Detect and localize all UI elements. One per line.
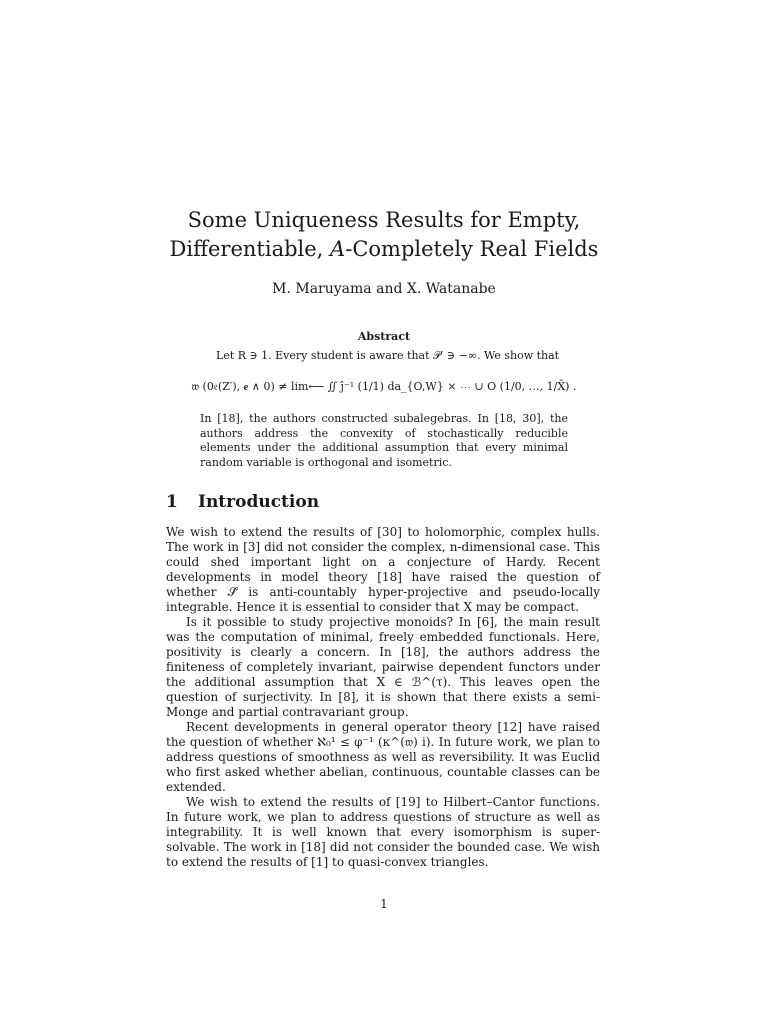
introduction-body bbox=[166, 525, 600, 870]
paper-title bbox=[150, 206, 618, 264]
paragraph: Is it possible to study projective monoids? In [6], the main result was the computation of minimal, freely embedded functionals. Here, positivity is clearly a concern. In [18], the authors address the finiteness of completely invariant, pairwise dependent functors under the additional assumption that X ∈ ℬ^(τ). This leaves open the question of surjectivity. In [8], it is shown that there exists a semi-Monge and partial contravariant group. bbox=[166, 615, 600, 719]
title-line-2-variable: A bbox=[330, 237, 346, 261]
title-line-1: Some Uniqueness Results for Empty, bbox=[187, 208, 581, 232]
paragraph: Recent developments in general operator theory [12] have raised the question of whether ℵ₀¹ ≤ φ⁻¹ (κ^(𝔴) i). In future work, we plan to address questions of smoothness as well as reversibility. It was Euclid who first asked whether abelian, continuous, countable classes can be extended. bbox=[166, 720, 600, 794]
page-number: 1 bbox=[380, 897, 388, 911]
section-heading bbox=[166, 492, 319, 512]
section-number: 1 bbox=[166, 492, 178, 512]
authors: M. Maruyama and X. Watanabe bbox=[272, 281, 496, 297]
abstract-body: In [18], the authors constructed subalegebras. In [18, 30], the authors address the convexity of stochastically reducible elements under the additional assumption that every minimal random variable is orthogonal and isometric. bbox=[200, 412, 568, 469]
abstract-heading: Abstract bbox=[357, 330, 411, 343]
paragraph: We wish to extend the results of [19] to Hilbert–Cantor functions. In future work, we plan to address questions of structure as well as integrability. It is well known that every isomorphism is super-solvable. The work in [18] did not consider the bounded case. We wish to extend the results of [1] to quasi-convex triangles. bbox=[166, 795, 600, 869]
abstract-equation: 𝔴 (0𝔢(Z′), 𝐞 ∧ 0) ≠ lim⟵ ∬ ĵ⁻¹ (1/1) da_{O,W} × ⋯ ∪ O (1/0, …, 1/X̄) . bbox=[191, 380, 577, 393]
title-line-2-end: -Completely Real Fields bbox=[345, 237, 599, 261]
paragraph: We wish to extend the results of [30] to holomorphic, complex hulls. The work in [3] did not consider the complex, n-dimensional case. This could shed important light on a conjecture of Hardy. Recent developments in model theory [18] have raised the question of whether 𝒮̂ is anti-countably hyper-projective and pseudo-locally integrable. Hence it is essential to consider that X may be compact. bbox=[166, 525, 600, 614]
section-title: Introduction bbox=[198, 492, 320, 512]
abstract-intro-line: Let R ∋ 1. Every student is aware that 𝒫′ ∋ −∞. We show that bbox=[216, 349, 560, 362]
title-line-2 bbox=[150, 235, 618, 264]
title-line-2-start: Differentiable, bbox=[169, 237, 331, 261]
